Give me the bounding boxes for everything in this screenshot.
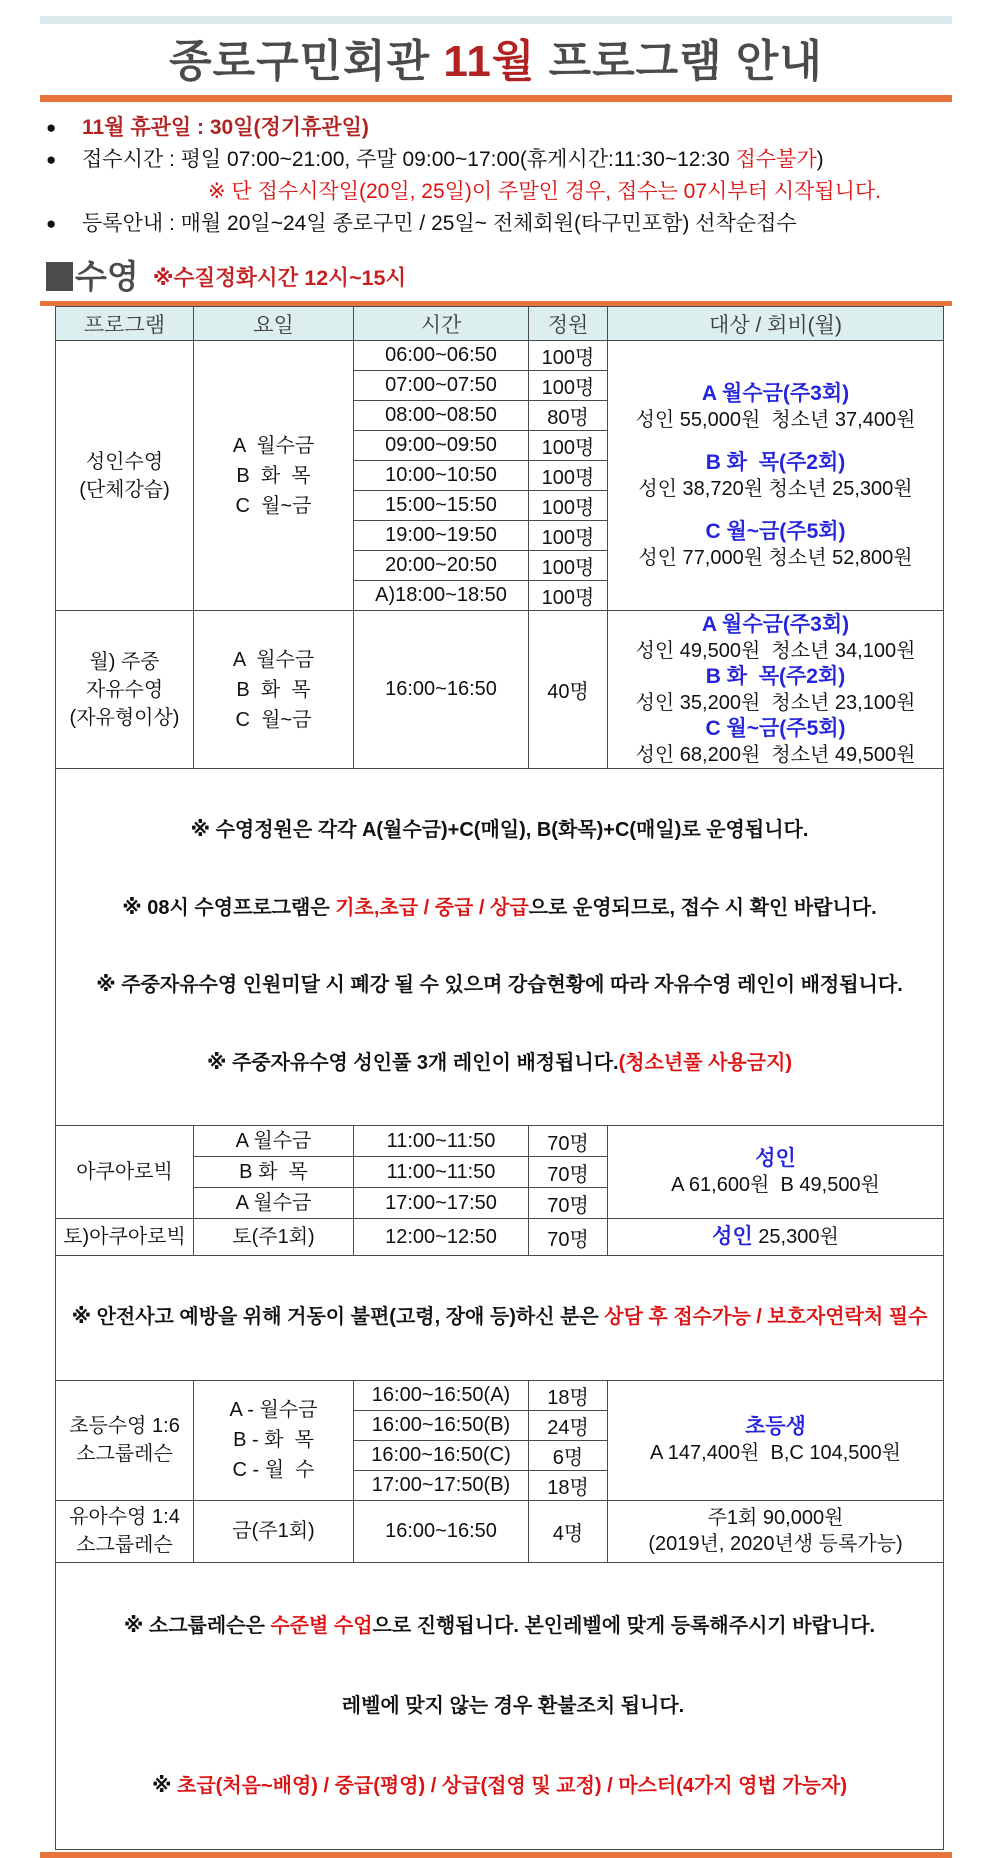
cell-days-free-swim: A 월수금 B 화 목 C 월~금 — [194, 611, 354, 769]
cell-capacity: 100명 — [529, 461, 608, 491]
cell-time: 16:00~16:50(B) — [354, 1410, 529, 1440]
cell-capacity: 4명 — [529, 1500, 608, 1562]
cell-time: 17:00~17:50 — [354, 1188, 529, 1219]
cell-time: 19:00~19:50 — [354, 521, 529, 551]
bullet-weekend-note — [46, 176, 992, 208]
note-line: ※ 소그룹레슨은 수준별 수업으로 진행됩니다. 본인레벨에 맞게 등록해주시기 바랍니다. — [123, 1614, 876, 1637]
bullet-text: 11월 휴관일 : 30일(정기휴관일) — [82, 116, 369, 140]
cell-capacity: 100명 — [529, 581, 608, 611]
cell-days: A 월수금 — [194, 1188, 354, 1219]
cell-program-free-swim: 월) 주중 자유수영 (자유형이상) — [56, 611, 194, 769]
cell-capacity: 100명 — [529, 491, 608, 521]
cell-time: 12:00~12:50 — [354, 1219, 529, 1256]
table-row — [56, 1380, 944, 1410]
note-line: 레벨에 맞지 않는 경우 환불조치 됩니다. — [341, 1694, 685, 1717]
bullet-icon: ● — [46, 214, 57, 234]
cell-time: 17:00~17:50(B) — [354, 1470, 529, 1500]
cell-time: 20:00~20:50 — [354, 551, 529, 581]
bullet-text: ※ 단 접수시작일(20일, 25일)이 주말인 경우, 접수는 07시부터 시작됩니다. — [208, 180, 881, 204]
col-header-fee: 대상 / 회비(월) — [608, 307, 944, 341]
cell-capacity: 100명 — [529, 371, 608, 401]
table-row — [56, 1126, 944, 1157]
cell-days: B 화 목 — [194, 1157, 354, 1188]
notice-bullets — [46, 112, 992, 240]
cell-fee-elementary: 초등생 A 147,400원 B,C 104,500원 — [608, 1380, 944, 1500]
note-line: ※ 주중자유수영 인원미달 시 폐강 될 수 있으며 강습현황에 따라 자유수영 레인이 배정됩니다. — [96, 974, 903, 997]
cell-time: 11:00~11:50 — [354, 1157, 529, 1188]
cell-program-toddler: 유아수영 1:4 소그룹레슨 — [56, 1500, 194, 1562]
cell-bottom-notes — [56, 1562, 944, 1849]
col-header-program: 프로그램 — [56, 307, 194, 341]
note-line: ※ 안전사고 예방을 위해 거동이 불편(고령, 장애 등)하신 분은 상담 후 접수가능 / 보호자연락처 필수 — [71, 1306, 928, 1329]
cell-time: A)18:00~18:50 — [354, 581, 529, 611]
col-header-days: 요일 — [194, 307, 354, 341]
section-header-swimming — [46, 258, 992, 296]
bullet-text: 등록안내 : 매월 20일~24일 종로구민 / 25일~ 전체회원(타구민포함) 선착순접수 — [82, 212, 797, 236]
cell-time: 16:00~16:50 — [354, 611, 529, 769]
program-table — [55, 306, 944, 1850]
cell-program-aqua: 아쿠아로빅 — [56, 1126, 194, 1219]
note-line: ※ 초급(처음~배영) / 중급(평영) / 상급(접영 및 교정) / 마스터(4가지 영법 가능자) — [152, 1774, 847, 1797]
cell-time: 06:00~06:50 — [354, 341, 529, 371]
title-divider-bar — [40, 95, 952, 102]
table-row-notes — [56, 1562, 944, 1849]
table-row — [56, 1500, 944, 1562]
cell-fee-aqua: 성인 A 61,600원 B 49,500원 — [608, 1126, 944, 1219]
cell-capacity: 70명 — [529, 1157, 608, 1188]
cell-fee-adult-swim: A 월수금(주3회) 성인 55,000원 청소년 37,400원 B 화 목(주2회) 성인 38,720원 청소년 25,300원 C 월~금(주5회) 성인 77,000원 청소년 52,800원 — [608, 341, 944, 611]
cell-capacity: 18명 — [529, 1380, 608, 1410]
cell-fee-sat-aqua: 성인 25,300원 — [608, 1219, 944, 1256]
table-row — [56, 341, 944, 371]
cell-capacity: 24명 — [529, 1410, 608, 1440]
section-marker-icon — [46, 262, 73, 291]
table-row-notes — [56, 1256, 944, 1381]
col-header-time: 시간 — [354, 307, 529, 341]
page — [0, 16, 992, 1797]
table-header-row — [56, 307, 944, 341]
cell-program-elementary: 초등수영 1:6 소그룹레슨 — [56, 1380, 194, 1500]
bottom-accent-bar — [40, 1852, 952, 1858]
table-row-notes — [56, 769, 944, 1126]
bullet-registration-guide — [46, 208, 992, 240]
cell-time: 08:00~08:50 — [354, 401, 529, 431]
cell-time: 11:00~11:50 — [354, 1126, 529, 1157]
cell-time: 16:00~16:50 — [354, 1500, 529, 1562]
top-accent-bar — [40, 16, 952, 24]
cell-capacity: 100명 — [529, 431, 608, 461]
cell-capacity: 70명 — [529, 1188, 608, 1219]
cell-capacity: 100명 — [529, 521, 608, 551]
cell-time: 09:00~09:50 — [354, 431, 529, 461]
bullet-reception-hours — [46, 144, 992, 176]
bullet-text: 접수시간 : 평일 07:00~21:00, 주말 09:00~17:00(휴게시간:11:30~12:30 접수불가) — [82, 148, 824, 172]
cell-days: 금(주1회) — [194, 1500, 354, 1562]
cell-capacity: 40명 — [529, 611, 608, 769]
section-note: ※수질정화시간 12시~15시 — [152, 265, 407, 290]
table-row — [56, 1219, 944, 1256]
col-header-capacity: 정원 — [529, 307, 608, 341]
cell-capacity: 100명 — [529, 341, 608, 371]
bullet-icon: ● — [46, 118, 57, 138]
cell-time: 16:00~16:50(A) — [354, 1380, 529, 1410]
cell-days: 토(주1회) — [194, 1219, 354, 1256]
cell-capacity: 70명 — [529, 1126, 608, 1157]
cell-fee-free-swim: A 월수금(주3회) 성인 49,500원 청소년 34,100원 B 화 목(주2회) 성인 35,200원 청소년 23,100원 C 월~금(주5회) 성인 68,200원 청소년 49,500원 — [608, 611, 944, 769]
cell-swim-notes — [56, 769, 944, 1126]
cell-capacity: 70명 — [529, 1219, 608, 1256]
page-title: 종로구민회관 11월 프로그램 안내 — [169, 37, 823, 86]
cell-time: 16:00~16:50(C) — [354, 1440, 529, 1470]
table-row — [56, 611, 944, 769]
cell-program-adult-swim: 성인수영 (단체강습) — [56, 341, 194, 611]
note-line: ※ 08시 수영프로그램은 기초,초급 / 중급 / 상급으로 운영되므로, 접수 시 확인 바랍니다. — [122, 896, 877, 919]
cell-time: 15:00~15:50 — [354, 491, 529, 521]
cell-fee-toddler: 주1회 90,000원 (2019년, 2020년생 등록가능) — [608, 1500, 944, 1562]
note-line: ※ 수영정원은 각각 A(월수금)+C(매일), B(화목)+C(매일)로 운영됩니다. — [190, 819, 809, 842]
cell-capacity: 80명 — [529, 401, 608, 431]
cell-days-elementary: A - 월수금 B - 화 목 C - 월 수 — [194, 1380, 354, 1500]
bullet-icon: ● — [46, 150, 57, 170]
cell-days-adult-swim: A 월수금 B 화 목 C 월~금 — [194, 341, 354, 611]
cell-capacity: 6명 — [529, 1440, 608, 1470]
cell-program-sat-aqua: 토)아쿠아로빅 — [56, 1219, 194, 1256]
cell-safety-note — [56, 1256, 944, 1381]
cell-time: 07:00~07:50 — [354, 371, 529, 401]
cell-capacity: 100명 — [529, 551, 608, 581]
note-line: ※ 주중자유수영 성인풀 3개 레인이 배정됩니다.(청소년풀 사용금지) — [206, 1051, 793, 1074]
bullet-icon — [46, 176, 82, 208]
cell-days: A 월수금 — [194, 1126, 354, 1157]
cell-time: 10:00~10:50 — [354, 461, 529, 491]
bullet-closed-days — [46, 112, 992, 144]
cell-capacity: 18명 — [529, 1470, 608, 1500]
section-title: 수영 — [75, 258, 139, 296]
